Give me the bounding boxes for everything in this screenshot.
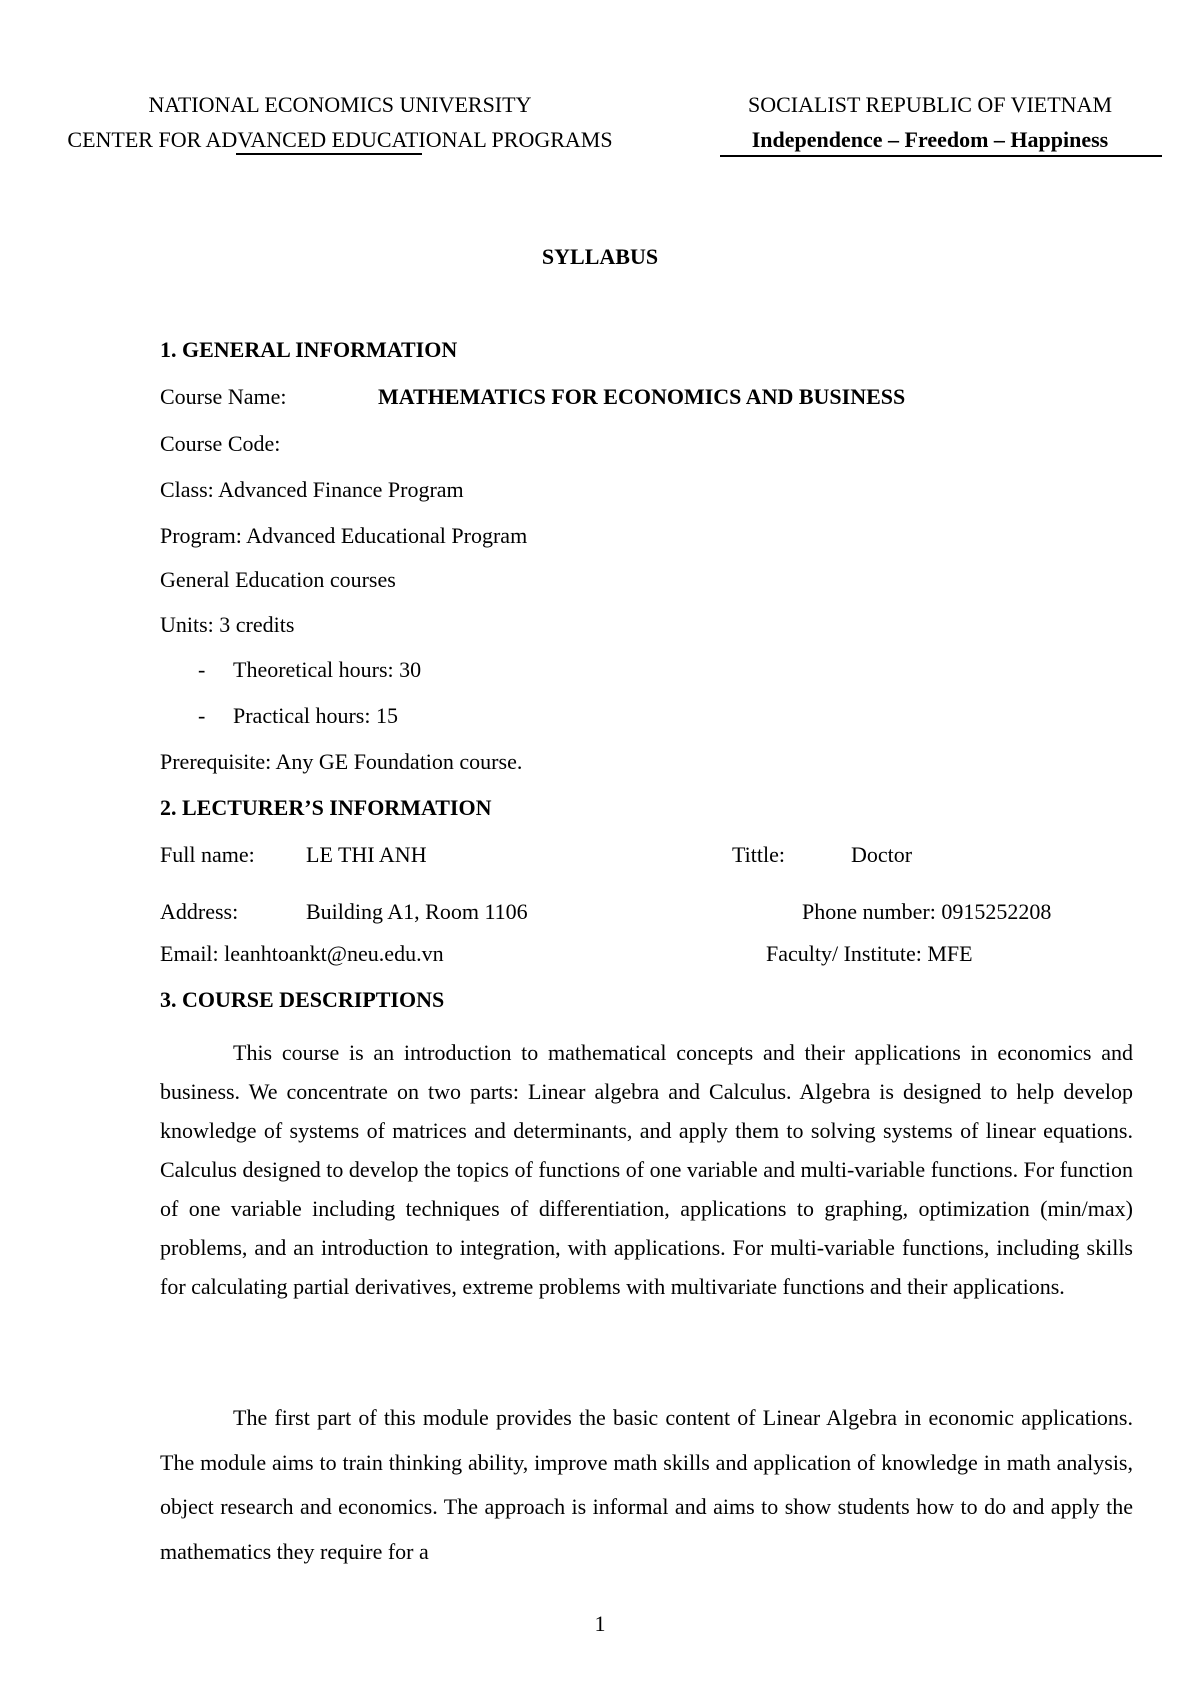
address-value: Building A1, Room 1106 [306, 899, 528, 924]
phone-number: Phone number: 0915252208 [802, 899, 1052, 924]
practical-hours: Practical hours: 15 [233, 703, 398, 728]
bullet-dash: - [198, 703, 206, 728]
page-number: 1 [594, 1611, 606, 1636]
section-course-descriptions-heading: 3. COURSE DESCRIPTIONS [160, 987, 445, 1012]
course-name-label: Course Name: [160, 384, 287, 409]
address-label: Address: [160, 899, 239, 924]
course-description-paragraph-2: The first part of this module provides the basic content of Linear Algebra in economic applications. The module aims to train thinking ability, improve math skills and application of knowledge in math analysis, object research and economics. The approach is informal and aims to show students how to do and apply the mathematics they require for a [160, 1405, 1133, 1564]
class-line: Class: Advanced Finance Program [160, 477, 464, 502]
course-description-paragraph-1: This course is an introduction to mathematical concepts and their applications in economics and business. We concentrate on two parts: Linear algebra and Calculus. Algebra is designed to help develop knowledge of systems of matrices and determinants, and apply them to solving systems of linear equations. Calculus designed to develop the topics of functions of one variable and multi-variable functions. For function of one variable including techniques of differentiation, applications to graphing, optimization (min/max) problems, and an introduction to integration, with applications. For multi-variable functions, including skills for calculating partial derivatives, extreme problems with multivariate functions and their applications. [160, 1040, 1133, 1299]
prerequisite-line: Prerequisite: Any GE Foundation course. [160, 749, 523, 774]
section-lecturer-heading: 2. LECTURER’S INFORMATION [160, 795, 492, 820]
title-value: Doctor [851, 842, 913, 867]
national-motto: Independence – Freedom – Happiness [751, 127, 1109, 152]
theoretical-hours: Theoretical hours: 30 [233, 657, 422, 682]
program-line: Program: Advanced Educational Program [160, 523, 528, 548]
section-general-information-heading: 1. GENERAL INFORMATION [160, 337, 458, 362]
course-name-value: MATHEMATICS FOR ECONOMICS AND BUSINESS [378, 384, 906, 409]
full-name-value: LE THI ANH [306, 842, 427, 867]
course-code-label: Course Code: [160, 431, 281, 456]
page-title: SYLLABUS [541, 244, 659, 269]
university-name: NATIONAL ECONOMICS UNIVERSITY [148, 92, 532, 117]
title-label: Tittle: [732, 842, 785, 867]
country-name: SOCIALIST REPUBLIC OF VIETNAM [747, 92, 1113, 117]
units-line: Units: 3 credits [160, 612, 295, 637]
category-line: General Education courses [160, 567, 396, 592]
full-name-label: Full name: [160, 842, 255, 867]
email-line: Email: leanhtoankt@neu.edu.vn [160, 941, 444, 966]
faculty-line: Faculty/ Institute: MFE [766, 941, 973, 966]
header-right-divider [720, 155, 1162, 157]
bullet-dash: - [198, 657, 206, 682]
header-left-divider [236, 153, 422, 155]
center-name: CENTER FOR ADVANCED EDUCATIONAL PROGRAMS [67, 127, 613, 152]
